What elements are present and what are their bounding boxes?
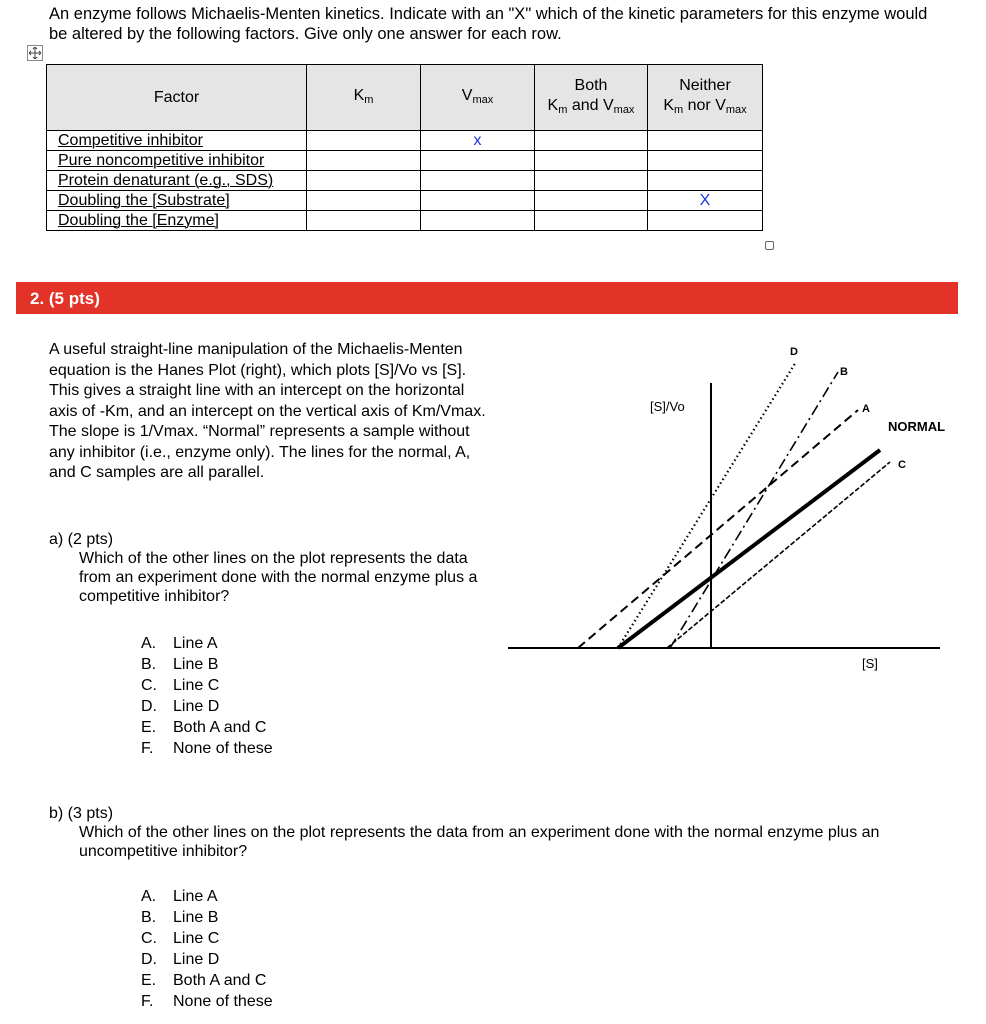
description-text: A useful straight-line manipulation of the Michaelis-Menten equation is the Hanes Plot (right), which plots [S]/Vo vs [S]. This gives a straight line with an intercept on the horizontal axis of -Km, and an intercept on the vertical axis of Km/Vmax. The slope is 1/Vmax. “Normal” represents a sample without any inhibitor (i.e., enzyme only). The lines for the normal, A, and C samples are all parallel.	[49, 341, 486, 481]
km-cell[interactable]	[307, 131, 421, 151]
y-axis-label: [S]/Vo	[650, 399, 685, 414]
choice-item[interactable]: D. Line D	[141, 951, 220, 968]
intro-text: An enzyme follows Michaelis-Menten kinetics. Indicate with an "X" which of the kinetic parameters for this enzyme would be altered by the following factors. Give only one answer for each row.	[49, 5, 928, 43]
x-axis-label: [S]	[862, 656, 878, 671]
line-a	[578, 410, 858, 648]
table-row	[47, 131, 763, 151]
label-c: C	[898, 459, 906, 471]
question-a-label: a) (2 pts)	[49, 531, 114, 548]
both-cell[interactable]	[535, 131, 648, 151]
section-title: 2. (5 pts)	[30, 289, 100, 308]
both-cell[interactable]	[535, 151, 648, 171]
neither-cell[interactable]	[648, 131, 763, 151]
table-row	[47, 151, 763, 171]
table-row	[47, 191, 763, 211]
vmax-cell[interactable]	[421, 171, 535, 191]
vmax-cell[interactable]	[421, 191, 535, 211]
factor-cell: Protein denaturant (e.g., SDS)	[47, 171, 307, 191]
header-both: Both $K_m$ and $V_{max}$	[535, 65, 648, 131]
choice-item[interactable]: E. Both A and C	[141, 972, 267, 989]
km-cell[interactable]	[307, 171, 421, 191]
km-cell[interactable]	[307, 191, 421, 211]
both-cell[interactable]	[535, 171, 648, 191]
line-c	[667, 462, 890, 648]
table-resize-handle[interactable]	[765, 241, 774, 250]
vmax-cell[interactable]	[421, 211, 535, 231]
choice-item[interactable]: E. Both A and C	[141, 719, 267, 736]
line-b	[670, 372, 838, 648]
question-a-text: Which of the other lines on the plot represents the data from an experiment done with the normal enzyme plus a competitive inhibitor?	[79, 550, 478, 605]
header-factor: Factor	[47, 65, 307, 131]
kinetics-table	[46, 64, 763, 231]
both-cell[interactable]	[535, 191, 648, 211]
vmax-cell[interactable]: x	[421, 131, 535, 151]
factor-cell: Doubling the [Enzyme]	[47, 211, 307, 231]
header-vmax: $V_{max}$	[421, 65, 535, 131]
header-km: $K_m$	[307, 65, 421, 131]
neither-cell[interactable]: X	[648, 191, 763, 211]
neither-cell[interactable]	[648, 151, 763, 171]
neither-cell[interactable]	[648, 171, 763, 191]
label-b: B	[840, 366, 848, 378]
label-d: D	[790, 346, 798, 358]
question-b-text: Which of the other lines on the plot represents the data from an experiment done with the normal enzyme plus an uncompetitive inhibitor?	[79, 824, 880, 860]
choice-item[interactable]: F. None of these	[141, 993, 273, 1010]
table-row	[47, 211, 763, 231]
neither-cell[interactable]	[648, 211, 763, 231]
line-normal	[618, 450, 880, 648]
km-cell[interactable]	[307, 211, 421, 231]
choice-item[interactable]: C. Line C	[141, 677, 220, 694]
question-b-label: b) (3 pts)	[49, 805, 114, 822]
table-row	[47, 171, 763, 191]
move-icon	[29, 47, 41, 59]
factor-cell: Doubling the [Substrate]	[47, 191, 307, 211]
both-cell[interactable]	[535, 211, 648, 231]
line-d	[618, 362, 796, 648]
question-b-choices	[141, 886, 273, 1012]
choice-item[interactable]: B. Line B	[141, 909, 219, 926]
question-a-choices	[141, 633, 273, 759]
choice-item[interactable]: B. Line B	[141, 656, 219, 673]
section-banner	[16, 282, 958, 314]
hanes-plot	[500, 330, 970, 680]
factor-cell: Competitive inhibitor	[47, 131, 307, 151]
choice-item[interactable]: A. Line A	[141, 635, 218, 652]
choice-item[interactable]: A. Line A	[141, 888, 218, 905]
factor-cell: Pure noncompetitive inhibitor	[47, 151, 307, 171]
header-neither: Neither $K_m$ nor $V_{max}$	[648, 65, 763, 131]
question-b	[49, 804, 969, 861]
choice-item[interactable]: C. Line C	[141, 930, 220, 947]
choice-item[interactable]: D. Line D	[141, 698, 220, 715]
label-a: A	[862, 403, 870, 415]
km-cell[interactable]	[307, 151, 421, 171]
question-a	[49, 530, 479, 606]
label-normal: NORMAL	[888, 419, 946, 434]
vmax-cell[interactable]	[421, 151, 535, 171]
table-header-row	[47, 65, 763, 131]
table-move-handle[interactable]	[27, 45, 43, 61]
choice-item[interactable]: F. None of these	[141, 740, 273, 757]
